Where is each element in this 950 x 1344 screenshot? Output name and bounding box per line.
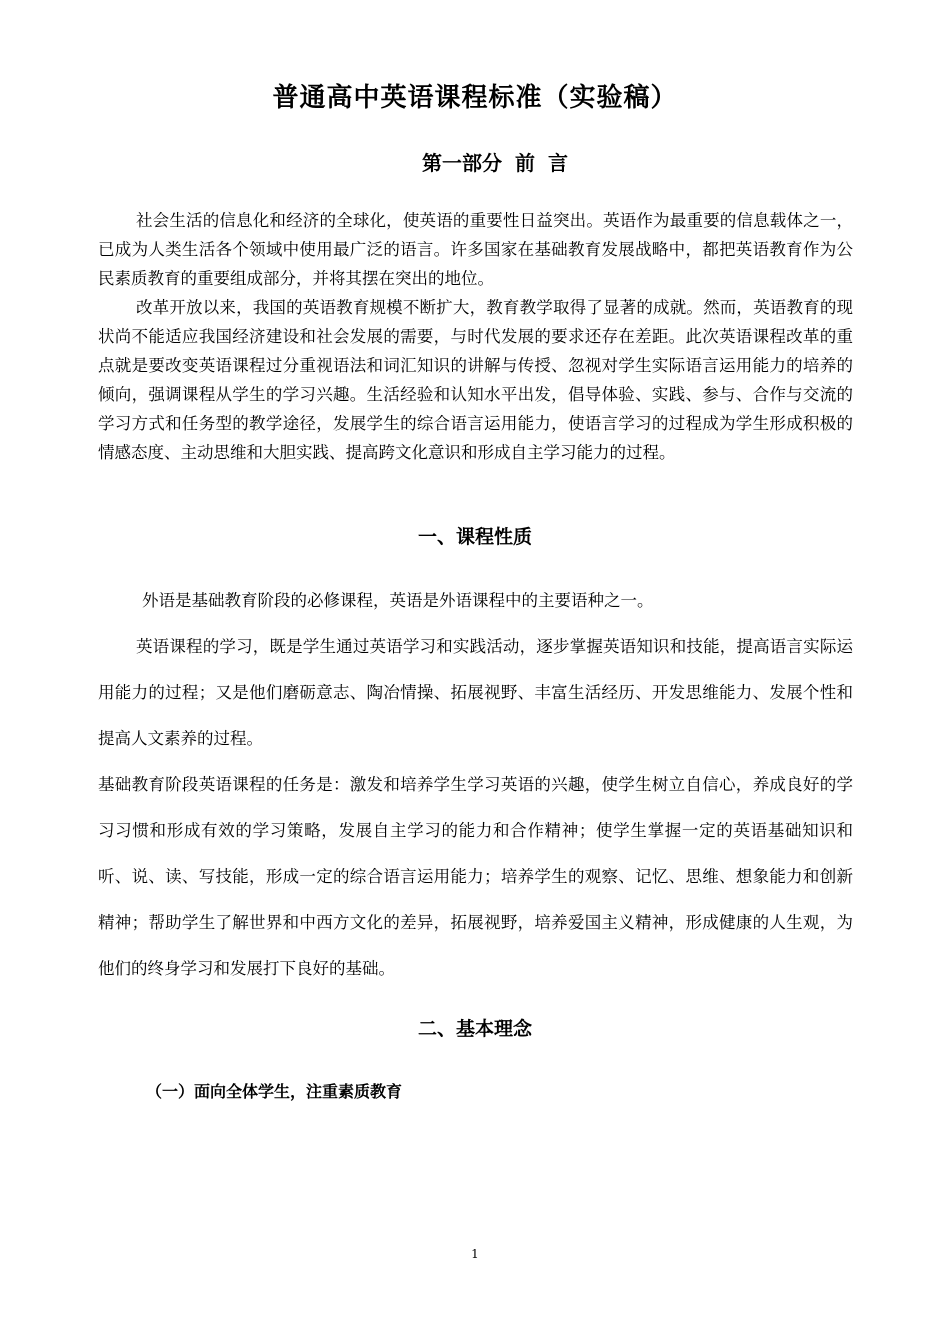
document-title: 普通高中英语课程标准（实验稿） bbox=[272, 83, 678, 113]
page-number: 1 bbox=[471, 1247, 479, 1261]
section-title-nature: 一、课程性质 bbox=[417, 526, 532, 548]
intro-paragraph-2: 改革开放以来，我国的英语教育规模不断扩大，教育教学取得了显著的成就。然而，英语教育的现状尚不能适应我国经济建设和社会发展的需要，与时代发展的要求还存在差距。此次英语课程改革的重点就是要改变英语课程过分重视语法和词汇知识的讲解与传授、忽视对学生实际语言运用能力的培养的倾向，强调课程从学生的学习兴趣。生活经验和认知水平出发，倡导体验、实践、参与、合作与交流的学习方式和任务型的教学途径，发展学生的综合语言运用能力，使语言学习的过程成为学生形成积极的情感态度、主动思维和大胆实践、提高跨文化意识和形成自主学习能力的过程。 bbox=[98, 298, 853, 462]
part-title: 第一部分 前 言 bbox=[422, 151, 568, 175]
intro-paragraph-1: 社会生活的信息化和经济的全球化，使英语的重要性日益突出。英语作为最重要的信息载体之一，已成为人类生活各个领域中使用最广泛的语言。许多国家在基础教育发展战略中，都把英语教育作为公民素质教育的重要组成部分，并将其摆在突出的地位。 bbox=[98, 211, 853, 288]
subsection-title: （一）面向全体学生，注重素质教育 bbox=[146, 1082, 403, 1101]
nature-paragraph-2: 英语课程的学习，既是学生通过英语学习和实践活动，逐步掌握英语知识和技能，提高语言实际运用能力的过程；又是他们磨砺意志、陶冶情操、拓展视野、丰富生活经历、开发思维能力、发展个性和提高人文素养的过程。 bbox=[98, 637, 853, 748]
section-title-concepts: 二、基本理念 bbox=[417, 1018, 532, 1040]
nature-paragraph-3: 基础教育阶段英语课程的任务是：激发和培养学生学习英语的兴趣，使学生树立自信心，养成良好的学习习惯和形成有效的学习策略，发展自主学习的能力和合作精神；使学生掌握一定的英语基础知识和听、说、读、写技能，形成一定的综合语言运用能力；培养学生的观察、记忆、思维、想象能力和创新精神；帮助学生了解世界和中西方文化的差异，拓展视野，培养爱国主义精神，形成健康的人生观，为他们的终身学习和发展打下良好的基础。 bbox=[98, 775, 853, 978]
nature-paragraph-1: 外语是基础教育阶段的必修课程，英语是外语课程中的主要语种之一。 bbox=[142, 591, 654, 610]
